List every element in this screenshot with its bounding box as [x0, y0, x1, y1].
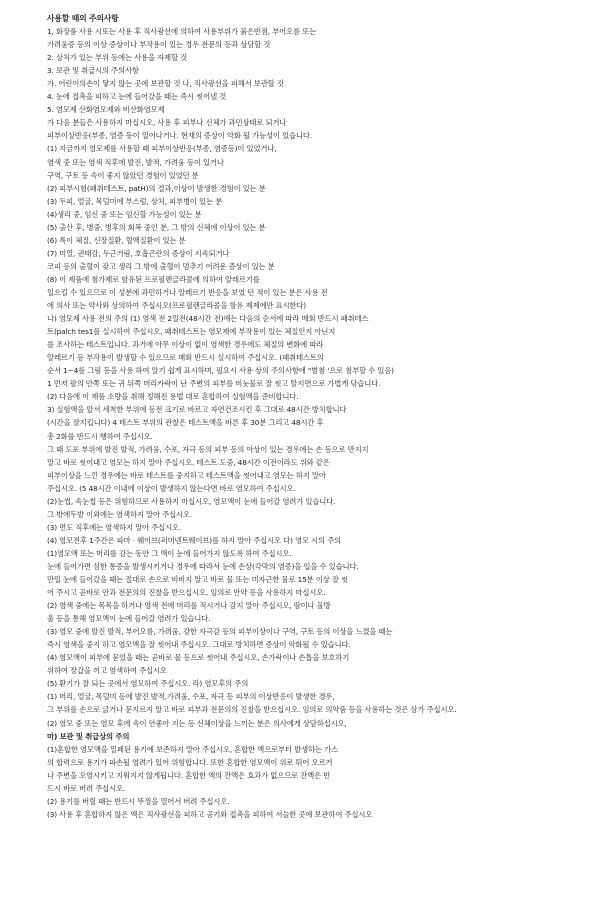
text-line: 5. 염모제 산화염모제와 비산화염모제: [47, 105, 165, 115]
text-line: 가 다음 분들은 사용하지 마십시오, 사용 후 피부나 신체가 과민상태로 되거나: [47, 118, 287, 128]
text-line: (3) 사용 후 혼합하지 않은 액은 직사광선을 피하고 공기와 접촉을 피하여 서늘한 곳에 보관하여 주십시오: [47, 809, 373, 819]
text-line: 일으킬 수 있으므로 이 성분에 과민하거나 알레르기 반응을 보였 던 적이 있는 분은 사용 전: [47, 287, 328, 297]
text-line: (4) 염모액이 피부에 묻었을 때는 곧바로 물 등으로 씻어내 주십시오, 손가락이나 손톱을 보호하기: [47, 653, 350, 663]
text-line: 가려움증 등의 이상 증상이나 부작용이 있는 경우 전문의 등과 상담할 것: [47, 40, 271, 50]
section-heading: 마) 보관 및 취급상의 주의: [47, 731, 130, 741]
text-line: 3. 보관 및 취급시의 주의사항: [47, 66, 139, 76]
text-line: 4. 눈에 접촉을 피하고 눈에 들어갔을 때는 즉시 씻어낼 것: [47, 92, 227, 102]
text-line: 그 밖에두발 이외에는 염색하지 말아 주십시오.: [47, 509, 193, 519]
text-line: 코피 등의 출혈이 잦고 생리 그 밖에 출혈이 멈추기 어려운 증상이 있는 분: [47, 261, 275, 271]
text-line: (3) 염모 중에 발진 발적, 부어오름, 가려움, 강한 자극감 등의 피부이상이나 구역, 구토 등의 이상을 느꼈을 때는: [47, 627, 393, 637]
text-line: 의 합력으로 용기가 파손될 염려가 있어 위험합니다. 또한 혼합한 염모액이 위로 튀어 오르거: [47, 757, 333, 767]
text-line: (4)생리 중, 임신 중 또는 임신할 가능성이 있는 분: [47, 209, 202, 219]
text-line: 피부이상을 느낀 경우에는 바로 테스트를 중지하고 테스트액을 씻어내고 염모는 하지 말아: [47, 470, 326, 480]
text-line: 1 먼저 팔의 안쪽 또는 귀 뒤쪽 머리카락이 난 주변의 피부를 비눗물로 잘 씻고 탈지면으로 가볍게 닦습니다.: [47, 379, 381, 389]
text-line: 에 의사 또는 약사와 상의하여 주십시오(프로필렌글라콜을 함유 제제에만 표시한다): [47, 301, 307, 311]
precautions-document: [47, 12, 602, 821]
text-line: (5) 출산 후, 병중, 병후의 회복 중인 분, 그 밖의 신체에 이상이 있는 분: [47, 222, 266, 232]
text-line: 염색 중 또는 염색 직후에 발진, 발적, 가려움 등이 있거나: [47, 157, 224, 167]
text-line: (1) 머리, 얼굴, 목덜미 등에 발진 발적,가려움, 수포, 자극 등 피부의 이상반응이 발생한 경우,: [47, 692, 335, 702]
text-line: (2)눈썹, 속눈썹 등은 위험하므로 사용하지 마십시오, 염모액이 눈에 들어갈 염려가 있습니다.: [47, 496, 336, 506]
text-line: (1) 지금까지 염모제를 사용할 때 피부이상반응(부종, 염증등)이 있었거나,: [47, 144, 277, 154]
text-line: 를 조사하는 테스트입니다. 과거에 아무 이상이 없이 염색한 경우에도 체질의 변화에 따라: [47, 340, 324, 350]
text-line: 1, 화장품 사용 시또는 사용 후 직사광선에 의하여 사용부위가 붉은반점, 부어오름 또는: [47, 27, 317, 37]
document-title: 사용할 때의 주의사항: [47, 14, 119, 23]
text-line: 가. 어린이의손이 닿지 않는 곳에 보관할 것 나, 직사광선을 피해서 보관할 것: [47, 79, 284, 89]
text-line: (1)염모액 또는 머리를 감는 동안 그 액이 눈에 들어가지 않도록 하여 주십시오.: [47, 548, 292, 558]
text-line: 그 때 도포 부위에 발진 발적, 가려움, 수포, 자극 등의 피부 등의 아상이 있는 경우에는 손 등으로 만지지: [47, 444, 369, 454]
text-line: 나) 염모제 사용 전의 주의 (1) 염색 전 2일전(48시간 전)에는 다음의 순서에 따라 매회 반드시 패취테스: [47, 314, 369, 324]
text-line: (4) 염모전후 1주간은 파마 · 웨이브(퍼머넨트웨이브)를 하지 말아 주십시오 다) 영모 시의 주의: [47, 535, 342, 545]
text-line: 트(palch tes1를 실시하여 주십시오, 패취테스트는 염모제에 부작용이 있는 체질인지 아닌지: [47, 327, 336, 337]
text-line: 주십시오. (5 48시간 이내에 이상이 발생하지 않는다면 바로 염모하여 주십시오.: [47, 483, 296, 493]
text-line: 나 주변을 오염시키고 지워지지 않게됩니다. 혼합한 액의 잔액은 효과가 없으므로 잔액은 반: [47, 770, 331, 780]
text-line: 구역, 구토 등 속이 좋지 않았던 경험이 있었던 분: [47, 170, 199, 180]
text-line: 위하여 장갑을 끼고 염색하여 주십시오: [47, 666, 167, 676]
text-line: 울 등을 통해 염모액이 눈에 들어갈 염려가 있습니다.: [47, 614, 211, 624]
text-line: 알레르기 등 부작용이 발생할 수 있으므로 매회 반드시 실시하여 주십시오. (패취테스트의: [47, 353, 324, 363]
text-line: (5) 환기가 잘 되는 곳에서 염모하여 주십시오. 라) 염모후의 주의: [47, 679, 249, 689]
text-line: 드시 바로 버려 주십시오.: [47, 783, 126, 793]
text-line: (1)혼합한 염모액을 밀폐된 용기에 보존하지 말아 주십시오, 혼합한 액으로부터 발생하는 가스: [47, 744, 338, 754]
text-line: (2) 염모 중 또는 염모 후에 속이 안좋아 지는 등 신체이상을 느끼는 분은 의사에게 상담하십시오,: [47, 718, 347, 728]
text-line: 피부이상반응(부종, 염증 등이 일어나거나. 현재의 증상이 악화 될 가능성이 있습니다.: [47, 131, 313, 141]
text-line: (6) 특이 체질, 신장질환, 혈액질환이 있는 분: [47, 235, 186, 245]
text-line: 즉시 염색을 중지 하고 염모액을 잘 씻어내 주십시오. 그대로 방치하면 증상이 악화될 수 있습니다.: [47, 640, 351, 650]
text-line: 순서 1~4를 그림 등을 사용 하여 알기 쉽게 표시하며, 필요시 사용 상의 주의사항에 "별첨 '으로 첨부할 수 있음): [47, 366, 394, 376]
text-line: (2) 다음에 이 제품 소량을 취해 정해진 용법 대로 혼합하여 실험액을 준비합니다.: [47, 392, 299, 402]
text-line: (2) 염색 중에는 목목을 하거나 염색 전에 머리를 적시거나 감지 말아 주십시오, 땀이나 물방: [47, 601, 331, 611]
text-line: 말고 바로 씻어내고 염모는 하지 말아 주십시오. 테스트 도중, 48시간 이전이라도 위와 같은: [47, 457, 330, 467]
text-line: 그 부위를 손으로 긁거나 문지르지 말고 바로 피부과 전문의의 진찰을 받으십시오. 임의로 의약품 등을 사용하는 것은 삼가 주십시오.: [47, 705, 457, 715]
text-line: 눈에 들어가면 심한 통증을 발생시키거나 경우에 따라서 눈에 손상(각막의 염증)을 입을 수 있습니다.: [47, 561, 359, 571]
text-line: 3) 실험액을 앞서 세척한 부위에 동전 크기로 바르고 자연건조시킨 후 그대로 48시간 방치합니다: [47, 405, 347, 415]
text-line: (시간을 잘지킵니다) 4 테스트 부위의 관찰은 테스트액을 바른 후 30분 그리고 48시간 후: [47, 418, 324, 428]
text-line: (8) 이 제품에 첨가제로 함유된 프로필렌글라콜에 의하여 알레르기를: [47, 274, 260, 284]
text-line: 만일 눈에 들어갔을 때는 절대로 손으로 비비지 말고 바로 물 또는 미자근한 물로 15분 이상 잘 씻: [47, 575, 348, 585]
text-line: (2) 피부시험(패취테스트, patH)의 결과,이상이 발생한 경험이 있는 분: [47, 183, 266, 193]
text-line: (3) 두피, 얼굴, 목덜미에 부스럼, 상처, 피부병이 있는 분: [47, 196, 223, 206]
text-line: (2) 용기를 버릴 때는 반드시 뚜껑을 열어서 버려 주십시오.: [47, 796, 230, 806]
text-line: 어 주시고 곧바로 안과 전문의의 진찰을 받으십시오, 임의로 안약 등을 사용하지 마십시오.: [47, 588, 326, 598]
text-line: 총 2화를 반드시 행하여 주십시오.: [47, 431, 153, 441]
text-line: (3) 면도 직후에는 염색하지 말아 주십시오.: [47, 522, 182, 532]
text-line: (7) 미열, 권태감, 두근거림, 호흡곤란의 증상이 지속되거나: [47, 248, 230, 258]
text-line: 2. 상처가 있는 부위 등에는 사용을 자제할 것: [47, 53, 188, 63]
